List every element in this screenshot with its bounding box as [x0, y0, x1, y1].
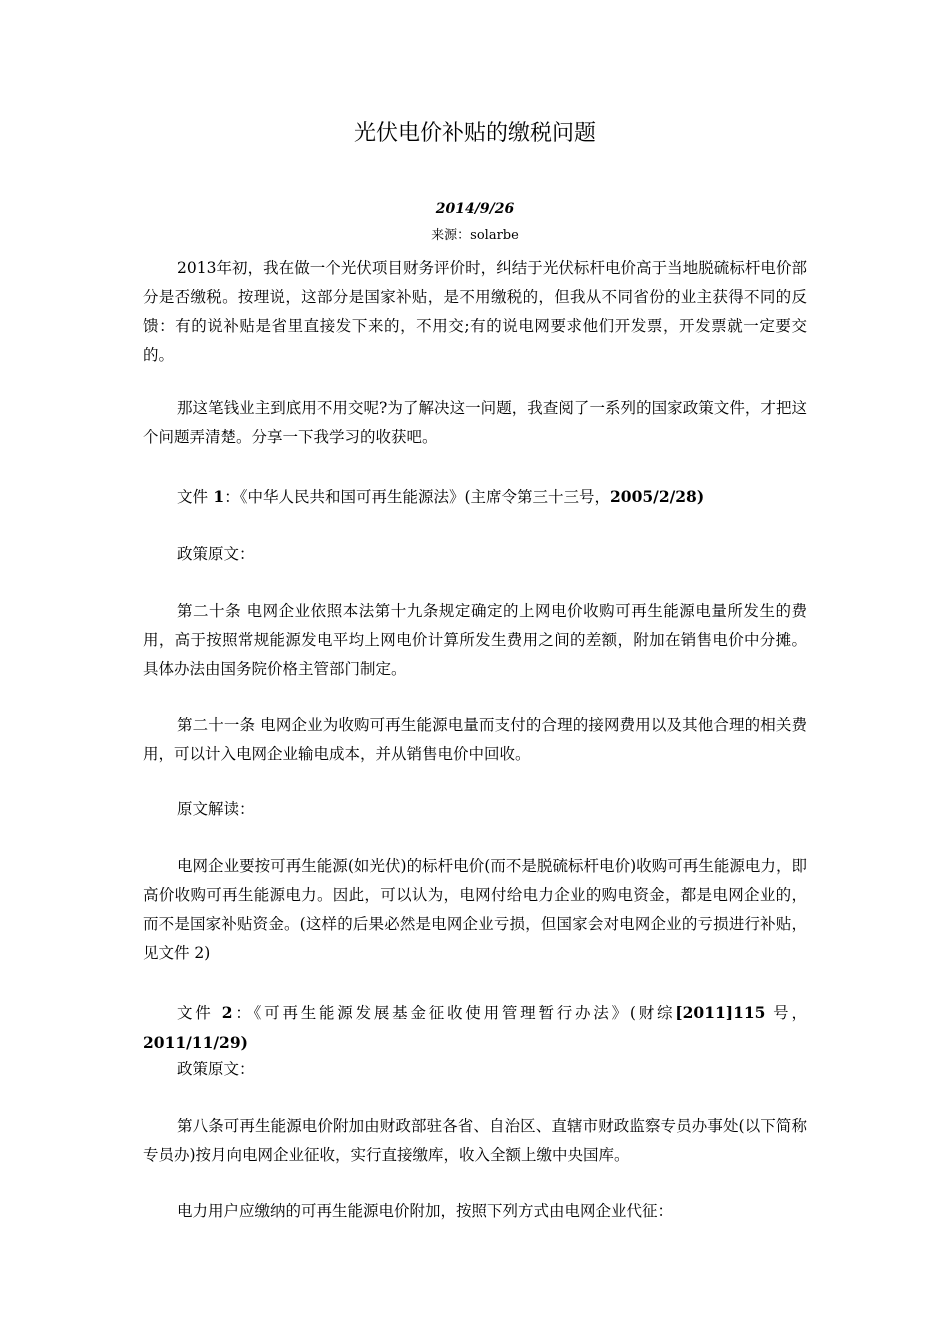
document-2-heading [143, 998, 807, 1058]
interpretation-label: 原文解读： [177, 800, 255, 818]
interpretation-text: 电网企业要按可再生能源(如光伏)的标杆电价(而不是脱硫标杆电价)收购可再生能源电力，即高价收购可再生能源电力。因此，可以认为，电网付给电力企业的购电资金，都是电网企业的，而不是国家补贴资金。(这样的后果必然是电网企业亏损，但国家会对电网企业的亏损进行补贴，见文件 2) [143, 857, 807, 962]
source-line: 来源：solarbe [431, 228, 519, 243]
doc2-prefix: 文件 [177, 1004, 214, 1022]
doc1-name: ：《中华人民共和国可再生能源法》(主席令第三十三号， [224, 488, 611, 506]
doc2-code: [2011]115 [675, 1003, 766, 1022]
doc2-hao: 号， [765, 1004, 807, 1022]
article-21: 第二十一条 电网企业为收购可再生能源电量而支付的合理的接网费用以及其他合理的相关费用，可以计入电网企业输电成本，并从销售电价中回收。 [143, 716, 807, 763]
policy-label-1: 政策原文： [177, 545, 255, 563]
paragraph-intro: 2013年初，我在做一个光伏项目财务评价时，纠结于光伏标杆电价高于当地脱硫标杆电价部分是否缴税。按理说，这部分是国家补贴，是不用缴税的，但我从不同省份的业主获得不同的反馈：有的说补贴是省里直接发下来的，不用交;有的说电网要求他们开发票，开发票就一定要交的。 [143, 259, 807, 364]
publish-date: 2014/9/26 [435, 201, 515, 217]
doc1-number: 1 [208, 487, 225, 506]
policy-label-2: 政策原文： [177, 1060, 255, 1078]
doc1-date: 2005/2/28) [610, 487, 705, 506]
document-title: 光伏电价补贴的缴税问题 [353, 121, 596, 146]
article-8: 第八条可再生能源电价附加由财政部驻各省、自治区、直辖市财政监察专员办事处(以下简称专员办)按月向电网企业征收，实行直接缴库，收入全额上缴中央国库。 [143, 1117, 807, 1164]
doc2-name: ：《可再生能源发展基金征收使用管理暂行办法》(财综 [232, 1004, 676, 1022]
doc1-prefix: 文件 [177, 488, 209, 506]
document-1-heading [143, 482, 807, 512]
article-20: 第二十条 电网企业依照本法第十九条规定确定的上网电价收购可再生能源电量所发生的费用，高于按照常规能源发电平均上网电价计算所发生费用之间的差额，附加在销售电价中分摊。具体办法由国务院价格主管部门制定。 [143, 602, 807, 678]
paragraph-question: 那这笔钱业主到底用不用交呢?为了解决这一问题，我查阅了一系列的国家政策文件，才把这个问题弄清楚。分享一下我学习的收获吧。 [143, 399, 807, 446]
doc2-number: 2 [213, 1003, 233, 1022]
closing-paragraph: 电力用户应缴纳的可再生能源电价附加，按照下列方式由电网企业代征： [177, 1202, 674, 1220]
doc2-date: 2011/11/29) [143, 1033, 248, 1052]
